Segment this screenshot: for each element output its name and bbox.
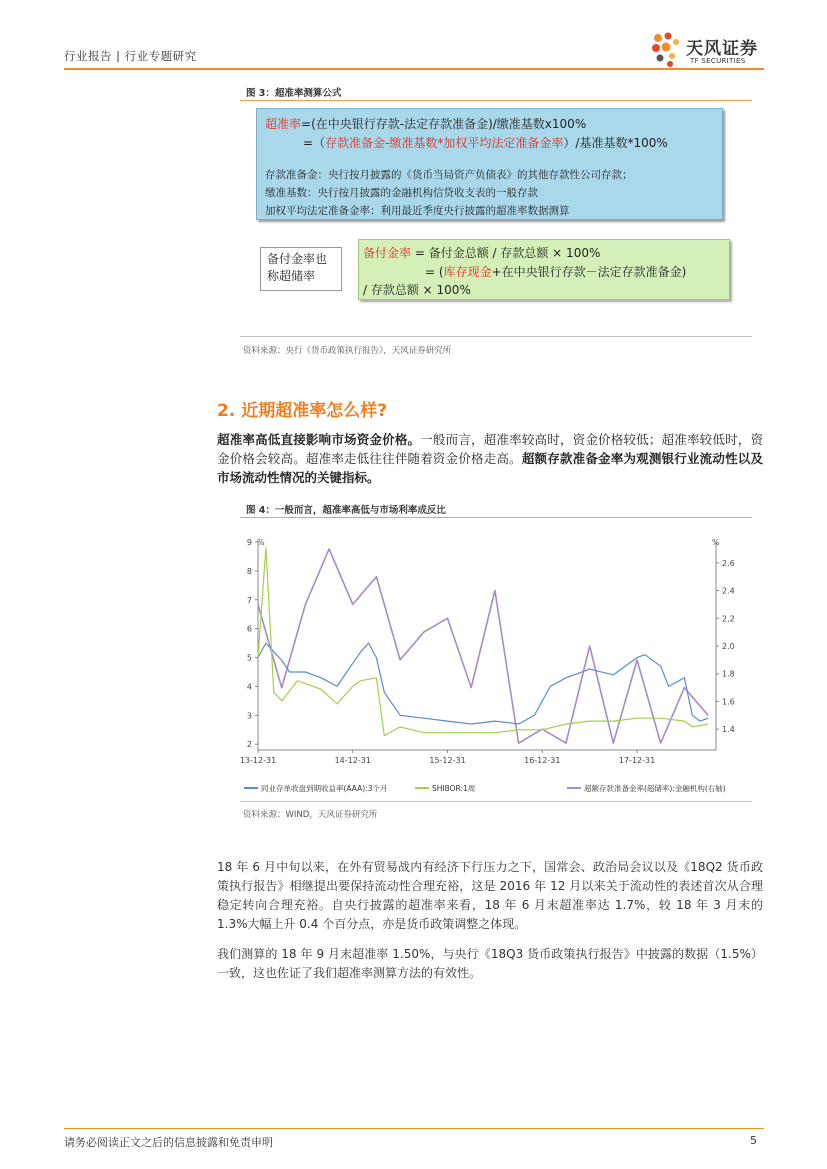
legend-label-excess-reserve: 超额存款准备金率(超储率):金融机构(右轴) bbox=[584, 784, 726, 793]
figure3-source: 资料来源：央行《货币政策执行报告》，天风证券研究所 bbox=[243, 346, 452, 356]
logo-text-cn: 天风证券 bbox=[686, 39, 758, 59]
reserve-line2-red: 库存现金 bbox=[443, 265, 492, 279]
page-number: 5 bbox=[750, 1134, 757, 1147]
left-tick-label: 4 bbox=[246, 682, 252, 692]
left-tick-label: 5 bbox=[246, 653, 252, 663]
footer-rule bbox=[64, 1128, 764, 1129]
left-tick-label: 3 bbox=[246, 711, 252, 721]
definition-1: 存款准备金：央行按月披露的《货币当局资产负债表》的其他存款性公司存款； bbox=[265, 169, 633, 181]
formula-line1 bbox=[265, 115, 586, 132]
rate-chart bbox=[232, 528, 760, 804]
chart-legend bbox=[244, 783, 726, 793]
series-line-0 bbox=[258, 549, 708, 743]
formula-box bbox=[256, 108, 723, 220]
reserve-line2 bbox=[425, 263, 686, 280]
figure4-top-rule bbox=[240, 517, 752, 518]
reserve-label: 备付金率 bbox=[363, 246, 412, 260]
formula-line2 bbox=[303, 134, 668, 151]
right-tick-label: 2.2 bbox=[722, 614, 735, 624]
x-tick-label: 15-12-31 bbox=[429, 756, 466, 765]
right-tick-label: 2.0 bbox=[722, 642, 735, 651]
header-breadcrumb: 行业报告 | 行业专题研究 bbox=[64, 49, 197, 63]
left-tick-label: 6 bbox=[246, 624, 252, 634]
reserve-line1 bbox=[363, 244, 600, 261]
formula-line2-post: ）/基准基数*100% bbox=[563, 136, 668, 150]
figure4-title: 图 4：一般而言，超准率高低与市场利率成反比 bbox=[246, 505, 446, 516]
left-tick-label: 9 bbox=[246, 538, 252, 547]
reserve-formula-box bbox=[358, 239, 730, 300]
figure3-bottom-rule bbox=[240, 336, 752, 337]
footer-disclaimer: 请务必阅读正文之后的信息披露和免责申明 bbox=[64, 1136, 273, 1149]
reserve-line2-pre: = ( bbox=[425, 265, 444, 279]
left-tick-label: 7 bbox=[246, 595, 252, 605]
figure4-source: 资料来源：WIND，天风证券研究所 bbox=[243, 810, 378, 820]
right-axis-unit: % bbox=[712, 538, 720, 547]
paragraph-estimate: 我们测算的 18 年 9 月末超准率 1.50%，与央行《18Q3 货币政策执行报告》中披露的数据（1.5%）一致，这也佐证了我们超准率测算方法的有效性。 bbox=[217, 947, 763, 980]
left-tick-label: 8 bbox=[246, 566, 252, 576]
paragraph-bold-tail: 超额存款准备金率为观测银行业流动性以及市场流动性情况的关键指标。 bbox=[217, 451, 763, 485]
series-line-1 bbox=[258, 643, 708, 724]
right-tick-label: 2.6 bbox=[722, 558, 735, 568]
formula-line2-red: 存款准备金-缴准基数*加权平均法定准备金率 bbox=[325, 136, 564, 150]
x-tick-label: 14-12-31 bbox=[334, 756, 371, 765]
section-paragraph bbox=[217, 430, 763, 487]
logo-text-en: TF SECURITIES bbox=[690, 57, 746, 65]
formula-line1-text: =(在中央银行存款-法定存款准备金)/缴准基数x100% bbox=[301, 117, 587, 131]
x-tick-label: 17-12-31 bbox=[618, 756, 656, 765]
left-axis-unit: % bbox=[257, 538, 265, 547]
left-tick-label: 2 bbox=[246, 740, 252, 750]
reserve-line2-post: +在中央银行存款－法定存款准备金) bbox=[491, 265, 687, 279]
formula-line2-pre: =（ bbox=[303, 136, 326, 150]
right-tick-label: 1.4 bbox=[722, 725, 735, 735]
chart-axes bbox=[240, 538, 735, 765]
legend-label-shibor: SHIBOR:1周 bbox=[432, 784, 476, 793]
reserve-line3: / 存款总额 × 100% bbox=[363, 283, 471, 297]
reserve-note-box: 备付金率也称超储率 bbox=[260, 247, 342, 291]
right-tick-label: 1.6 bbox=[722, 697, 735, 707]
x-tick-label: 16-12-31 bbox=[524, 756, 561, 765]
right-tick-label: 2.4 bbox=[722, 586, 735, 596]
figure3-title: 图 3：超准率测算公式 bbox=[246, 88, 342, 99]
section-title: 2. 近期超准率怎么样? bbox=[217, 401, 388, 421]
formula-label: 超准率 bbox=[265, 117, 302, 131]
right-tick-label: 1.8 bbox=[722, 669, 735, 679]
figure4-bottom-rule bbox=[240, 801, 752, 802]
legend-label-ncd: 同业存单收盘到期收益率(AAA):3个月 bbox=[261, 784, 388, 793]
reserve-line1-text: = 备付金总额 / 存款总额 × 100% bbox=[411, 246, 601, 260]
chart-series bbox=[258, 548, 708, 743]
paragraph-body: 一般而言，超准率较高时，资金价格较低；超准率较低时，资金价格会较高。超准率走低往往伴随着资金价格走高。 bbox=[217, 432, 763, 466]
x-tick-label: 13-12-31 bbox=[239, 756, 277, 765]
paragraph-policy: 18 年 6 月中旬以来，在外有贸易战内有经济下行压力之下，国常会、政治局会议以及《18Q2 货币政策执行报告》相继提出要保持流动性合理充裕，这是 2016 年 12 月以来关于流动性的表述首次从合理稳定转向合理充裕。自央行披露的超准率来看，18 年 6 月末超准率达 1.7%，较 18 年 3 月末的 1.3%大幅上升 0.4 个百分点，亦是货币政策调整之体现。 bbox=[217, 860, 763, 931]
figure3-top-rule bbox=[240, 100, 752, 101]
paragraph-bold-lead: 超准率高低直接影响市场资金价格。 bbox=[217, 432, 421, 447]
definition-3: 加权平均法定准备金率：利用最近季度央行披露的超准率数据测算 bbox=[265, 205, 570, 217]
definition-2: 缴准基数：央行按月披露的金融机构信贷收支表的一般存款 bbox=[265, 187, 538, 199]
